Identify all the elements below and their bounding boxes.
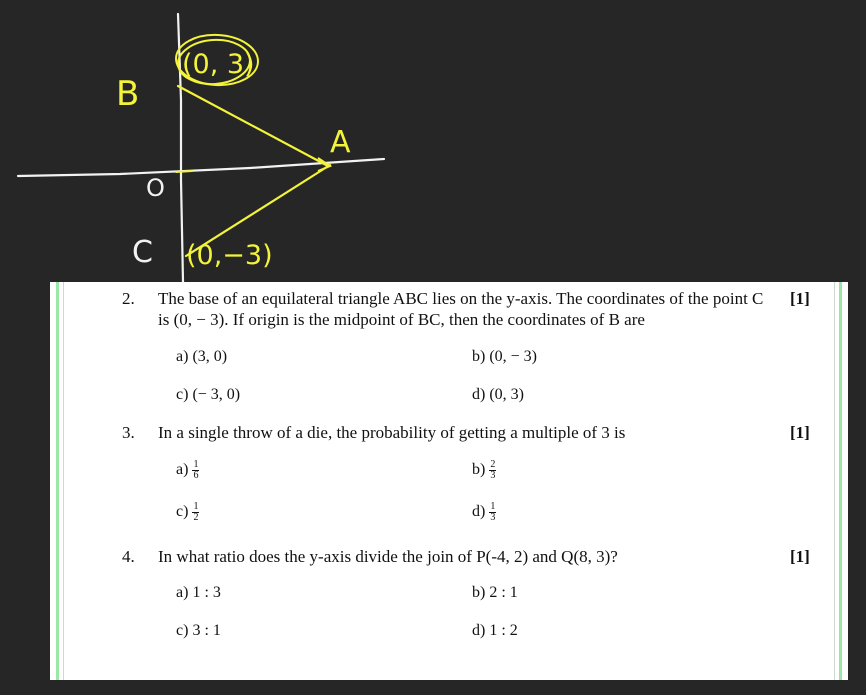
sketch-board [0,0,866,282]
option-value: 1 : 3 [192,584,221,601]
side-ba-stroke [178,86,328,166]
origin-mark [176,171,192,172]
option-value: 2 : 1 [489,584,518,601]
option-c[interactable] [176,622,221,640]
fraction [489,502,496,523]
worksheet-page [50,282,848,680]
option-c[interactable] [176,502,199,523]
numerator: 2 [490,459,496,470]
option-value: (0, 3) [489,386,524,403]
label-a: A [330,125,351,160]
margin-rule-right-inner [834,282,835,680]
option-label: c) [176,622,189,639]
margin-rule-left-inner [63,282,64,680]
option-c[interactable] [176,386,240,404]
numerator: 1 [490,501,496,512]
option-value: (0, − 3) [489,348,538,365]
option-label: d) [472,386,486,403]
option-b[interactable] [472,348,537,366]
option-d[interactable] [472,386,524,404]
question-number: 2. [122,289,135,308]
denominator: 6 [193,470,199,481]
label-b: B [116,74,140,114]
option-b[interactable] [472,584,518,602]
option-a[interactable] [176,584,221,602]
fraction [192,460,199,481]
option-a[interactable] [176,460,199,481]
denominator: 3 [490,512,496,523]
option-value: (− 3, 0) [192,386,241,403]
option-a[interactable] [176,348,227,366]
option-value: 1 : 2 [489,622,518,639]
option-label: a) [176,461,189,479]
option-d[interactable] [472,502,496,523]
option-label: d) [472,503,486,521]
numerator: 1 [193,501,199,512]
option-value: (3, 0) [192,348,228,365]
option-label: b) [472,584,486,601]
denominator: 2 [193,512,199,523]
label-b-coord: (0, 3) [182,49,255,80]
option-label: a) [176,348,189,365]
marks-badge: [1] [790,423,810,442]
fraction [192,502,199,523]
margin-rule-right [839,282,842,680]
option-d[interactable] [472,622,518,640]
question-text: In a single throw of a die, the probability of getting a multiple of 3 is [158,423,626,442]
marks-badge: [1] [790,547,810,566]
option-label: b) [472,348,486,365]
option-label: c) [176,386,189,403]
question-text: The base of an equilateral triangle ABC lies on the y-axis. The coordinates of the point C is (0, − 3). If origin is the midpoint of BC, then the coordinates of B are [158,289,764,329]
question-text: In what ratio does the y-axis divide the join of P(-4, 2) and Q(8, 3)? [158,547,618,566]
marks-badge: [1] [790,289,810,308]
numerator: 1 [193,459,199,470]
option-label: b) [472,461,486,479]
option-label: a) [176,584,189,601]
label-c-coord: (0,−3) [186,240,273,271]
fraction [489,460,496,481]
margin-rule-left [56,282,59,680]
option-value: 3 : 1 [192,622,221,639]
option-label: c) [176,503,189,521]
question-number: 3. [122,423,135,442]
sketch-canvas [0,0,866,282]
denominator: 3 [490,470,496,481]
x-axis-stroke [18,159,384,176]
option-label: d) [472,622,486,639]
label-o: O [146,174,165,202]
question-number: 4. [122,547,135,566]
option-b[interactable] [472,460,496,481]
label-c: C [132,235,153,270]
